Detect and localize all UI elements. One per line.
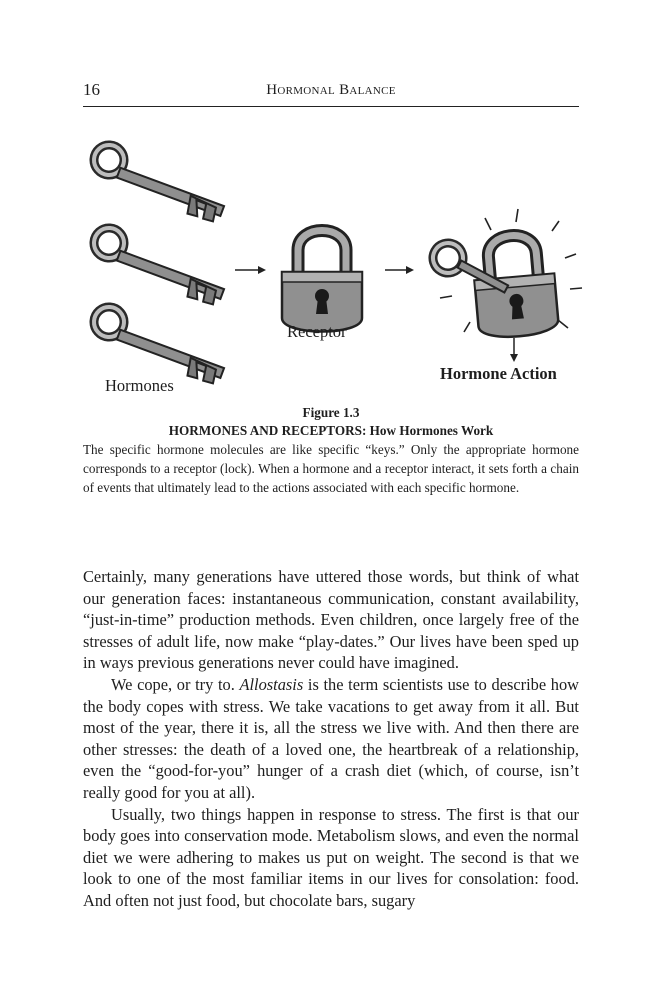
hormone-key-icon: [90, 227, 227, 305]
paragraph: Usually, two things happen in response to stress. The first is that our body goes into conservation mode. Metabolism slows, and even the normal diet we were adhering to makes us put on weight. The second is that we look to one of the most familiar items in our lives for consolation: food. And often not just food, but chocolate bars, sugary: [83, 804, 579, 910]
hormone-key-icon: [90, 306, 227, 384]
figure-title: HORMONES AND RECEPTORS: How Hormones Work: [168, 423, 494, 438]
hormone-action-label: Hormone Action: [440, 364, 557, 383]
arrow-down-icon: [510, 338, 518, 362]
key-in-lock-icon: [428, 232, 560, 340]
hormone-receptor-illustration: [70, 128, 590, 388]
paragraph: Certainly, many generations have uttered those words, but think of what our generation faces: instantaneous communication, constant availability, “just-in-time” production methods. Even children, once largely free of the stresses of adult life, now make “play-dates.” Our lives have been sped up in ways previous generations never could have imagined.: [83, 567, 579, 673]
receptor-lock-icon: [282, 231, 362, 332]
hormone-key-icon: [90, 144, 227, 222]
running-head: Hormonal Balance: [266, 82, 396, 98]
paragraph: We cope, or try to. Allostasis is the term scientists use to describe how the body copes with stress. We take vacations to get away from it all. But most of the year, there it is, all the stress we live with. And then there are other stresses: the death of a loved one, the heartbreak of a relationship, even the “good-for-you” hunger of a crash diet (which, of course, isn’t really good for you at all).: [83, 674, 579, 802]
receptor-label: Receptor: [287, 322, 347, 341]
hormones-label: Hormones: [105, 376, 174, 395]
page-header: [83, 78, 579, 107]
figure-number: Figure 1.3: [302, 405, 360, 420]
arrow-right-icon: [385, 266, 414, 274]
term-allostasis: Allostasis: [239, 674, 304, 694]
figure-caption: The specific hormone molecules are like specific “keys.” Only the appropriate hormone corresponds to a receptor (lock). When a hormone and a receptor interact, it sets forth a chain of events that ultimately lead to the actions associated with each specific hormone.: [83, 442, 579, 496]
body-text: [83, 566, 579, 912]
arrow-right-icon: [235, 266, 266, 274]
page-number: 16: [83, 80, 100, 99]
